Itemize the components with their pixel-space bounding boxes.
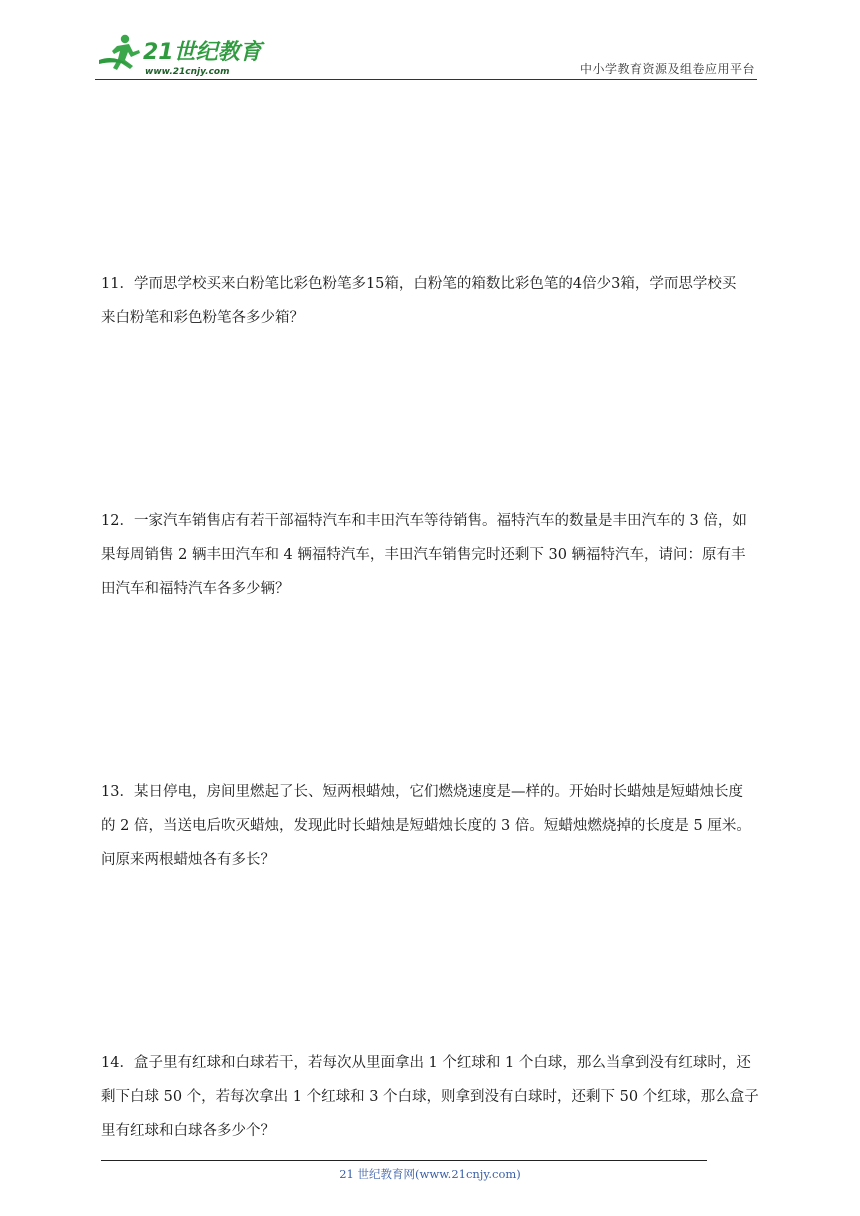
question-line: 田汽车和福特汽车各多少辆？ [101,581,290,597]
question-line: 果每周销售 2 辆丰田汽车和 4 辆福特汽车，丰田汽车销售完时还剩下 30 辆福特汽车，请问：原有丰 [101,547,746,563]
logo [95,30,265,78]
question-line: 的 2 倍，当送电后吹灭蜡烛，发现此时长蜡烛是短蜡烛长度的 3 倍。短蜡烛燃烧掉的长度是 5 厘米。 [101,818,751,834]
question-line: 来白粉笔和彩色粉笔各多少箱？ [101,310,304,326]
logo-graphic [95,30,265,78]
header-tagline: 中小学教育资源及组卷应用平台 [579,62,755,76]
footer-link[interactable]: 21 世纪教育网(www.21cnjy.com) [339,1167,521,1181]
running-figure-icon [99,35,140,70]
question-13 [101,775,761,877]
question-11 [101,267,761,335]
logo-wordmark: 21世纪教育 [143,40,262,65]
question-line: 12．一家汽车销售店有若干部福特汽车和丰田汽车等待销售。福特汽车的数量是丰田汽车的 3 倍，如 [101,513,747,529]
question-line: 里有红球和白球各多少个？ [101,1123,275,1139]
question-14 [101,1046,761,1148]
question-12 [101,504,761,606]
question-line: 11．学而思学校买来白粉笔比彩色粉笔多15箱，白粉笔的箱数比彩色笔的4倍少3箱，学而思学校买 [101,276,737,292]
footer-divider [101,1160,707,1161]
header-divider [95,79,757,80]
question-line: 14．盒子里有红球和白球若干，若每次从里面拿出 1 个红球和 1 个白球，那么当拿到没有红球时，还 [101,1055,751,1071]
page-header [95,30,757,80]
question-line: 剩下白球 50 个，若每次拿出 1 个红球和 3 个白球，则拿到没有白球时，还剩下 50 个红球，那么盒子 [101,1089,759,1105]
logo-url: www.21cnjy.com [145,67,230,77]
question-line: 13．某日停电，房间里燃起了长、短两根蜡烛，它们燃烧速度是—样的。开始时长蜡烛是短蜡烛长度 [101,784,743,800]
question-line: 问原来两根蜡烛各有多长？ [101,852,275,868]
